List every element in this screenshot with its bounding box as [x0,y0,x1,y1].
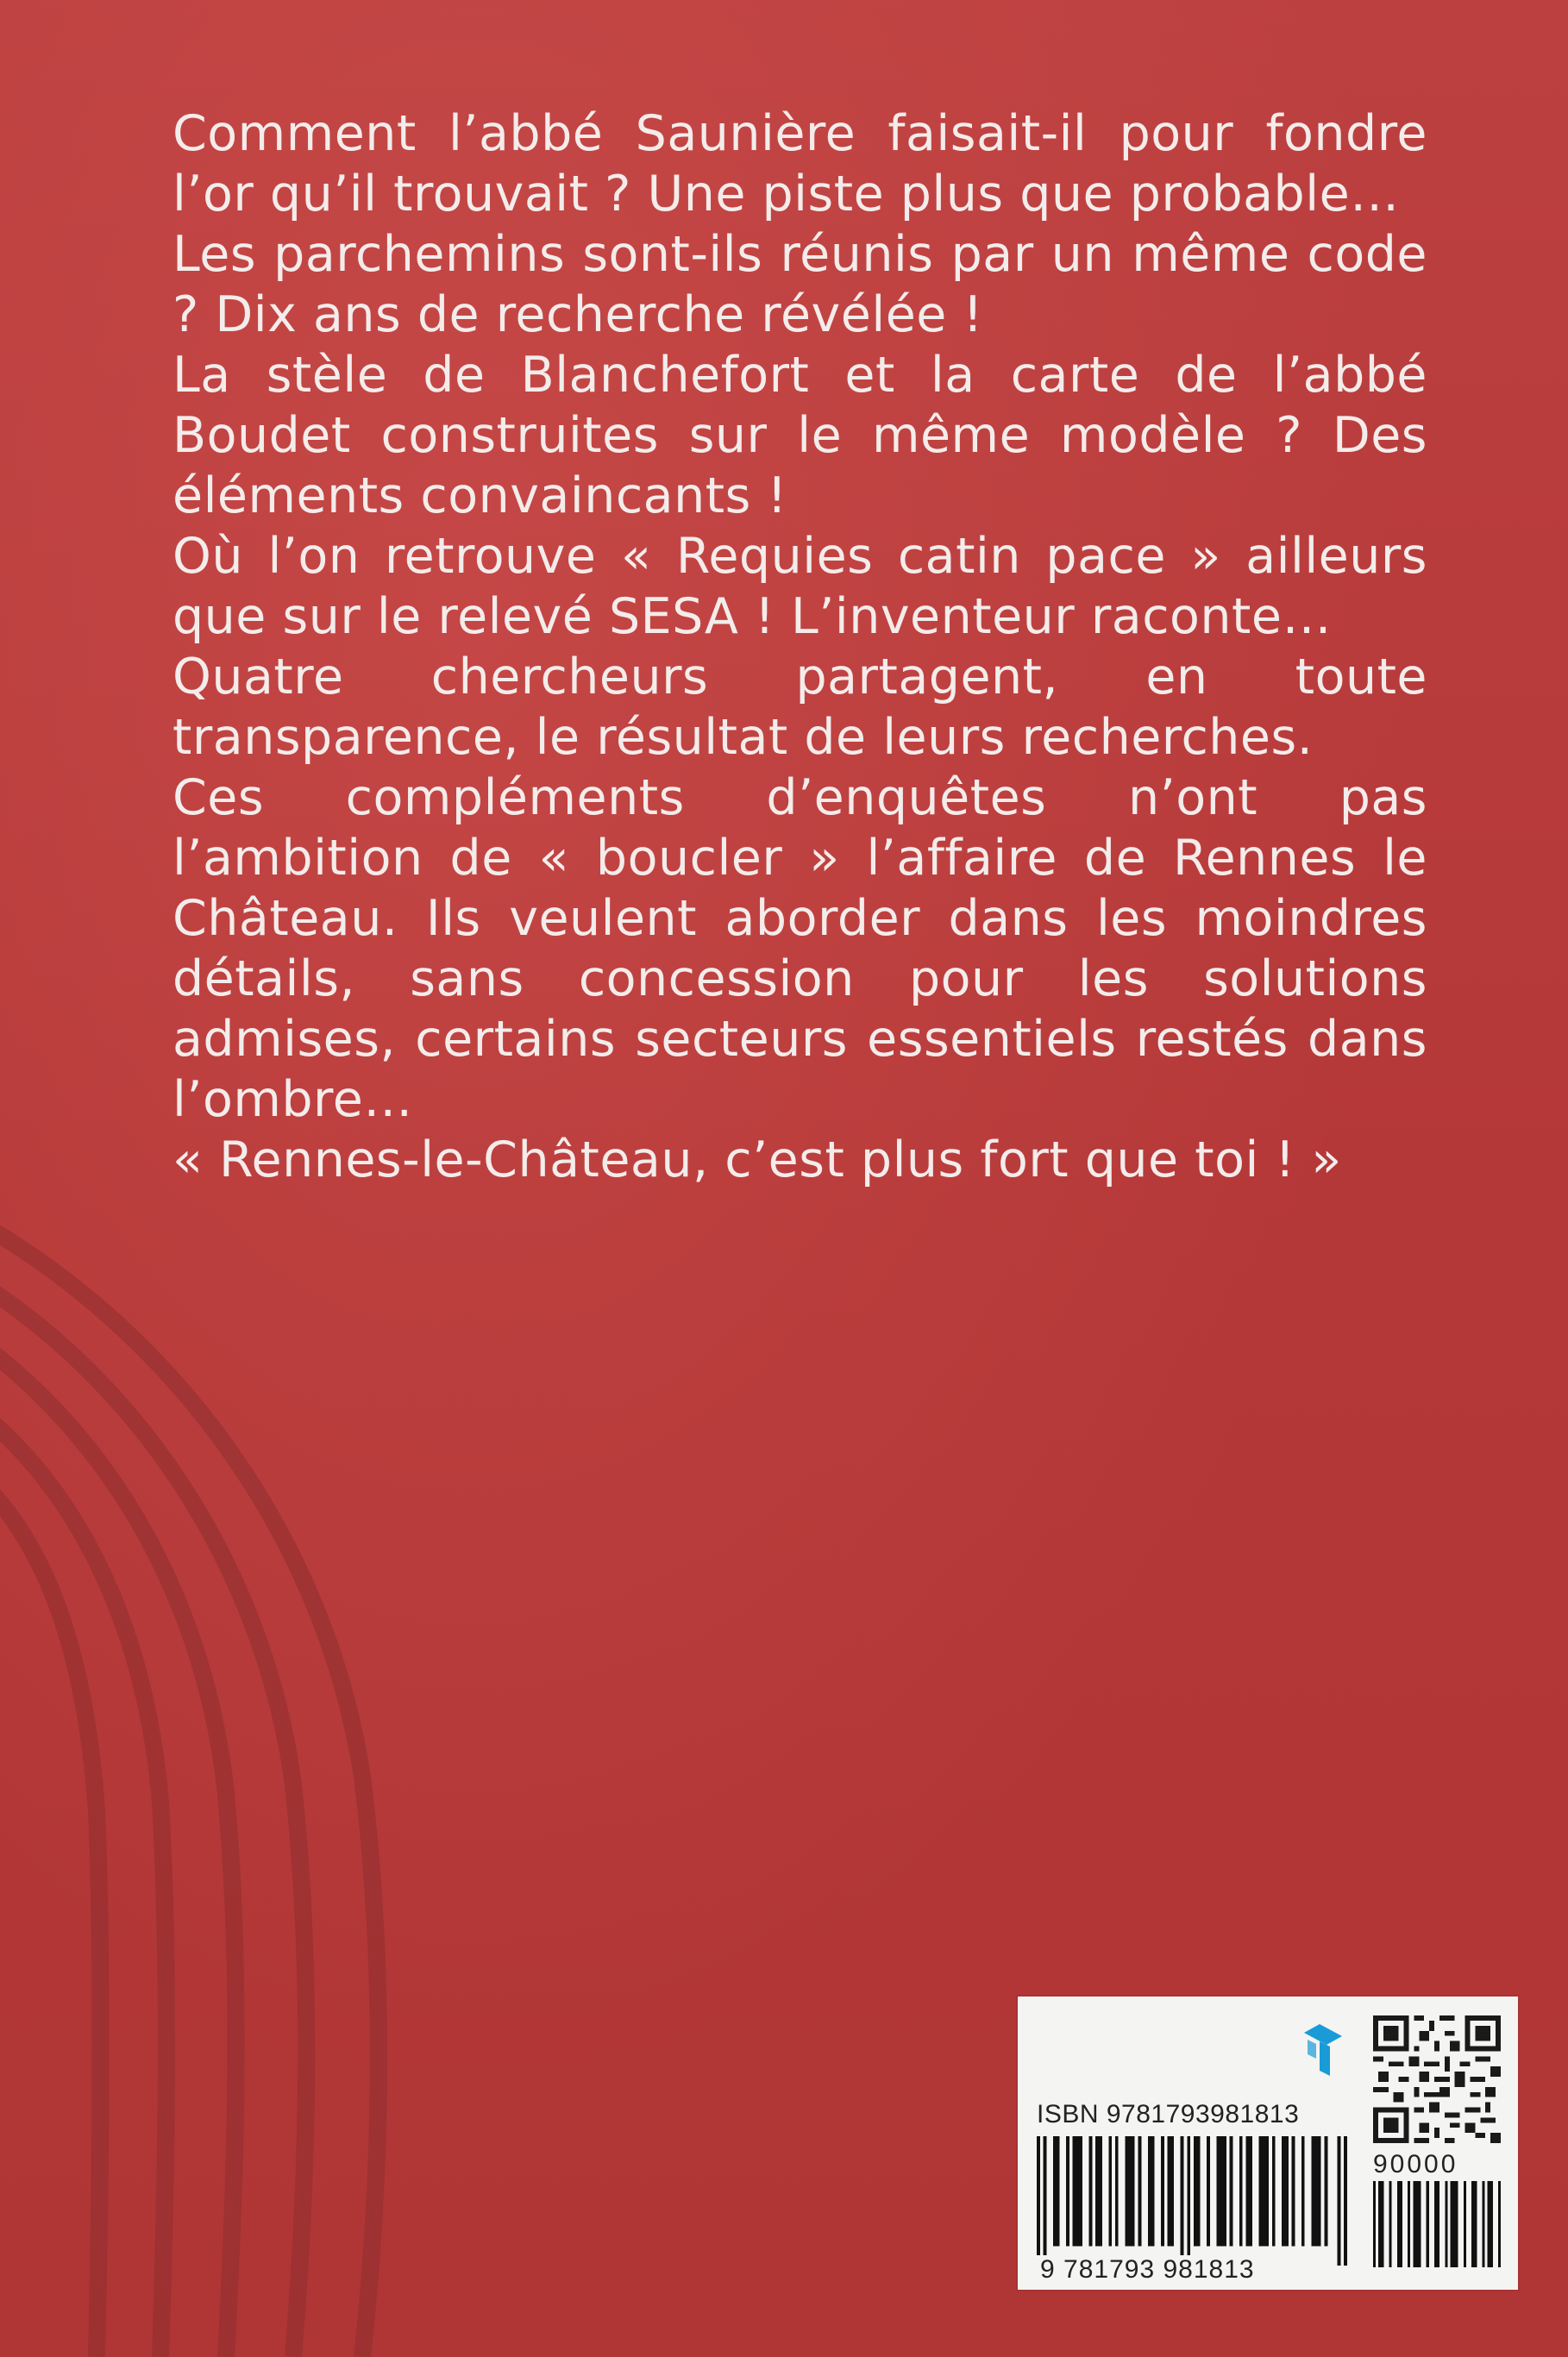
blurb-paragraph-6: Ces compléments d’enquêtes n’ont pas l’ambition de « boucler » l’affaire de Rennes le Château. Ils veulent aborder dans les moindres détails, sans concession pour les solutions admises, certains secteurs essentiels restés dans l’ombre… [172,769,1427,1128]
blurb-paragraph-1: Comment l’abbé Saunière faisait-il pour fondre l’or qu’il trouvait ? Une piste plus que probable… [172,105,1427,223]
back-cover-blurb [172,103,1427,1190]
blurb-paragraph-4: Où l’on retrouve « Requies catin pace » ailleurs que sur le relevé SESA ! L’inventeur raconte… [172,528,1427,645]
barcode-label [1018,1997,1518,2290]
blurb-paragraph-5: Quatre chercheurs partagent, en toute transparence, le résultat de leurs recherches. [172,649,1427,766]
price-barcode [1373,2181,1501,2267]
blurb-paragraph-2: Les parchemins sont-ils réunis par un même code ? Dix ans de recherche révélée ! [172,226,1427,343]
isbn-label: ISBN 9781793981813 [1037,2100,1300,2128]
publisher-logo-icon [1304,2024,1342,2076]
price-code: 90000 [1373,2150,1458,2178]
isbn-barcode [1037,2136,1347,2266]
blurb-closing-quote: « Rennes-le-Château, c’est plus fort que toi ! » [172,1131,1342,1188]
blurb-paragraph-3: La stèle de Blanchefort et la carte de l’abbé Boudet construites sur le même modèle ? Des éléments convaincants ! [172,347,1427,524]
qr-code-icon [1373,2015,1501,2143]
isbn-barcode-digits: 9 781793 981813 [1037,2255,1258,2285]
